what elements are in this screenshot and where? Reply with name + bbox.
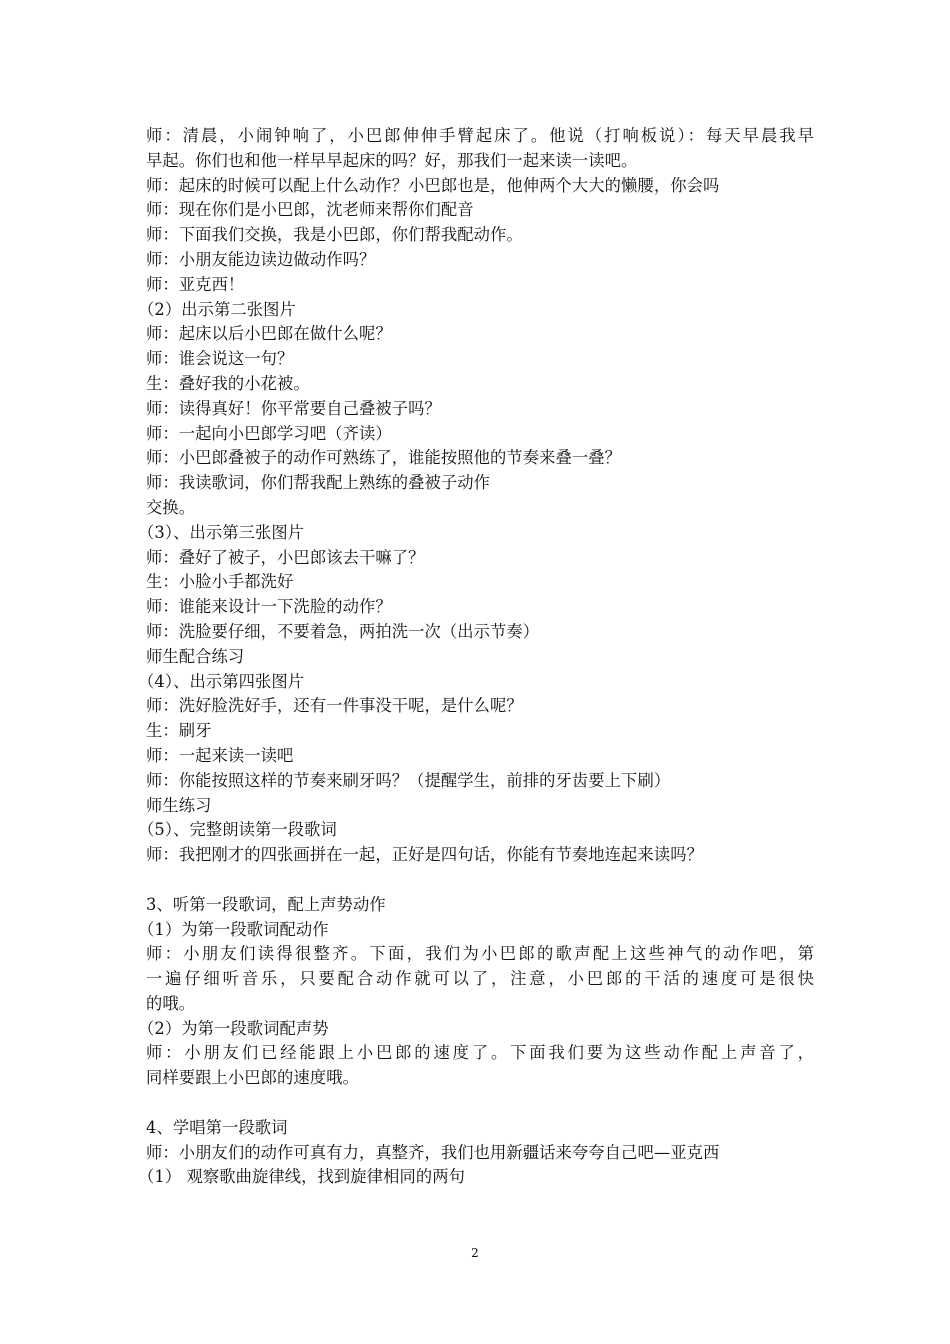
text-line: 师：我读歌词，你们帮我配上熟练的叠被子动作 [146, 473, 491, 493]
text-line: 师：现在你们是小巴郎，沈老师来帮你们配音 [146, 200, 474, 220]
text-line: 师：起床的时候可以配上什么动作？小巴郎也是，他伸两个大大的懒腰，你会吗 [146, 175, 720, 195]
text-line: （1）为第一段歌词配动作 [138, 919, 329, 939]
text-line: 师生配合练习 [146, 646, 245, 666]
text-line: 师：你能按照这样的节奏来刷牙吗？（提醒学生，前排的牙齿要上下刷） [146, 770, 671, 790]
text-line: 生：小脸小手都洗好 [146, 572, 294, 592]
text-line: 生：刷牙 [146, 721, 212, 741]
page-number: 2 [471, 1246, 479, 1260]
blank-line [146, 1091, 814, 1116]
text-line: 师：谁会说这一句？ [146, 349, 294, 369]
text-line: 早起。你们也和他一样早早起床的吗？好，那我们一起来读一读吧。 [146, 150, 638, 170]
text-line: （2）出示第二张图片 [138, 299, 296, 319]
text-line: 师：一起向小巴郎学习吧（齐读） [146, 423, 392, 443]
text-line: 3、听第一段歌词，配上声势动作 [146, 894, 386, 914]
document-body [138, 124, 814, 1190]
text-line: 师：起床以后小巴郎在做什么呢？ [146, 324, 392, 344]
text-line: 4、学唱第一段歌词 [146, 1117, 288, 1137]
text-line: 师：小朋友们已经能跟上小巴郎的速度了。下面我们要为这些动作配上声音了， [146, 1043, 814, 1063]
text-line: 师：小朋友能边读边做动作吗？ [146, 249, 376, 269]
text-line: （1） 观察歌曲旋律线，找到旋律相同的两句 [138, 1167, 465, 1187]
text-line: 一遍仔细听音乐，只要配合动作就可以了，注意，小巴郎的干活的速度可是很快 [146, 969, 814, 989]
text-line: 的哦。 [146, 993, 196, 1013]
text-line: （5）、完整朗读第一段歌词 [138, 820, 337, 840]
text-line: （4）、出示第四张图片 [138, 671, 305, 691]
text-line: 师：一起来读一读吧 [146, 745, 294, 765]
text-line: 同样要跟上小巴郎的速度哦。 [146, 1068, 359, 1088]
text-line: 师：谁能来设计一下洗脸的动作？ [146, 597, 392, 617]
text-line: 师：读得真好！你平常要自己叠被子吗？ [146, 398, 441, 418]
text-line: 师：小巴郎叠被子的动作可熟练了，谁能按照他的节奏来叠一叠？ [146, 448, 622, 468]
text-line: 师：洗脸要仔细，不要着急，两拍洗一次（出示节奏） [146, 621, 540, 641]
text-line: （3）、出示第三张图片 [138, 522, 305, 542]
text-line: 师：叠好了被子，小巴郎该去干嘛了？ [146, 547, 425, 567]
text-line: 师生练习 [146, 795, 212, 815]
text-line: （2）为第一段歌词配声势 [138, 1018, 329, 1038]
text-line: 生：叠好我的小花被。 [146, 373, 310, 393]
blank-line [146, 868, 814, 893]
text-line: 师：我把刚才的四张画拼在一起，正好是四句话，你能有节奏地连起来读吗？ [146, 845, 703, 865]
text-line: 师：清晨，小闹钟响了，小巴郎伸伸手臂起床了。他说（打响板说）：每天早晨我早 [146, 126, 814, 145]
text-line: 师：洗好脸洗好手，还有一件事没干呢，是什么呢？ [146, 696, 523, 716]
text-line: 师：下面我们交换，我是小巴郎，你们帮我配动作。 [146, 225, 523, 245]
text-line: 师：小朋友们读得很整齐。下面，我们为小巴郎的歌声配上这些神气的动作吧，第 [146, 944, 814, 964]
text-line: 交换。 [146, 497, 196, 517]
text-line: 师：小朋友们的动作可真有力，真整齐，我们也用新疆话来夸夸自己吧—亚克西 [146, 1142, 720, 1162]
text-line: 师：亚克西！ [146, 274, 245, 294]
